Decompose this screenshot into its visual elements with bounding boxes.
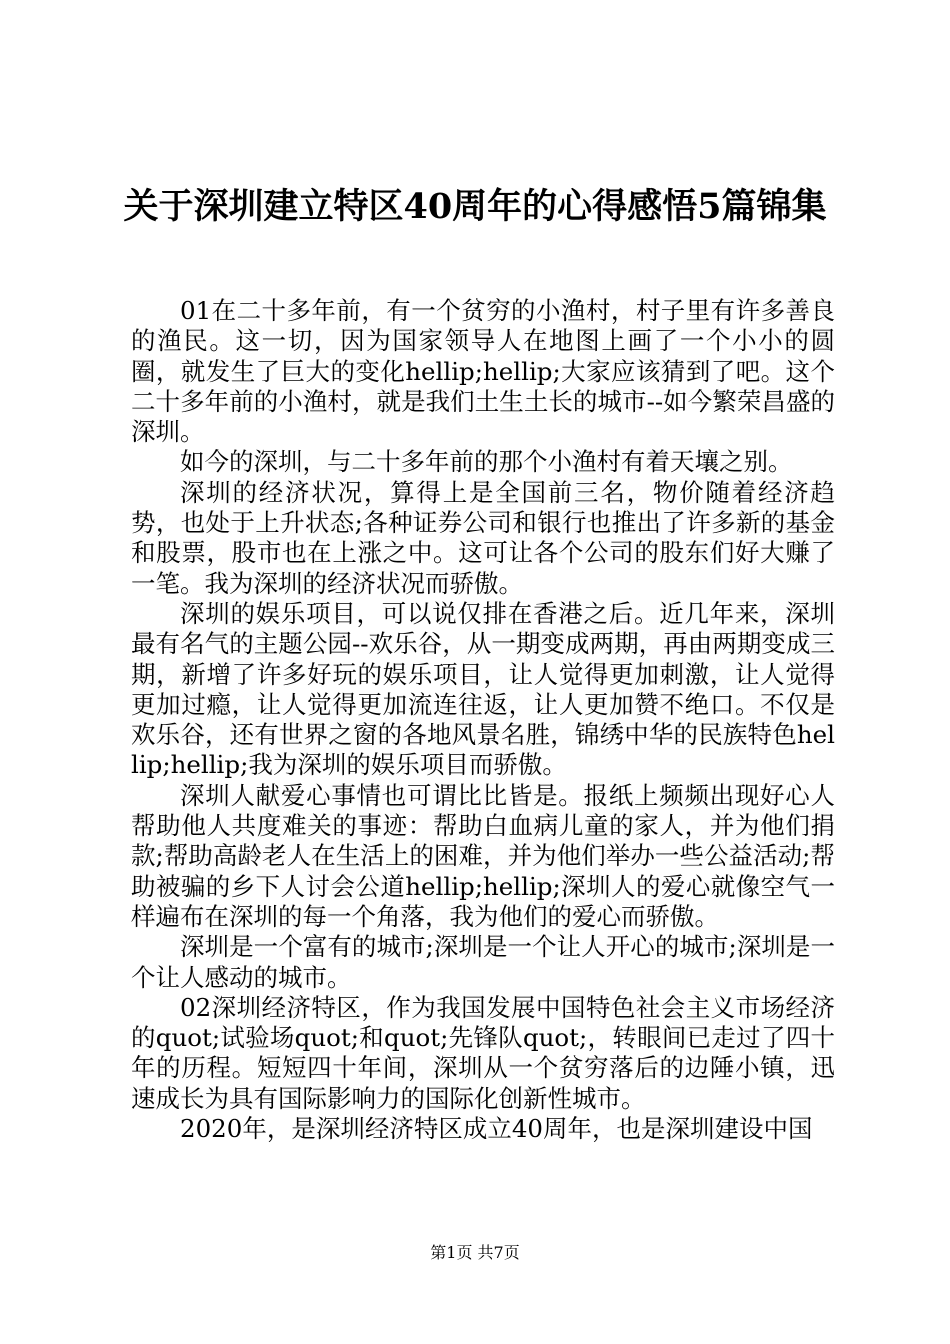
- document-body: [131, 296, 835, 1144]
- paragraph: 如今的深圳，与二十多年前的那个小渔村有着天壤之别。: [180, 447, 793, 477]
- paragraph: 2020年，是深圳经济特区成立40周年，也是深圳建设中国: [180, 1114, 813, 1144]
- paragraph: 深圳是一个富有的城市;深圳是一个让人开心的城市;深圳是一个让人感动的城市。: [131, 932, 835, 992]
- paragraph: 02深圳经济特区，作为我国发展中国特色社会主义市场经济的quot;试验场quot;和quot;先锋队quot;，转眼间已走过了四十年的历程。短短四十年间，深圳从一个贫穷落后的边陲小镇，迅速成长为具有国际影响力的国际化创新性城市。: [131, 992, 835, 1113]
- paragraph: 深圳的经济状况，算得上是全国前三名，物价随着经济趋势，也处于上升状态;各种证券公司和银行也推出了许多新的基金和股票，股市也在上涨之中。这可让各个公司的股东们好大赚了一笔。我为深圳的经济状况而骄傲。: [131, 477, 835, 598]
- document-title: 关于深圳建立特区40周年的心得感悟5篇锦集: [123, 186, 827, 227]
- paragraph: 01在二十多年前，有一个贫穷的小渔村，村子里有许多善良的渔民。这一切，因为国家领导人在地图上画了一个小小的圆圈，就发生了巨大的变化hellip;hellip;大家应该猜到了吧。这个二十多年前的小渔村，就是我们土生土长的城市--如今繁荣昌盛的深圳。: [131, 296, 835, 447]
- paragraph: 深圳人献爱心事情也可谓比比皆是。报纸上频频出现好心人帮助他人共度难关的事迹：帮助白血病儿童的家人，并为他们捐款;帮助高龄老人在生活上的困难，并为他们举办一些公益活动;帮助被骗的乡下人讨会公道hellip;hellip;深圳人的爱心就像空气一样遍布在深圳的每一个角落，我为他们的爱心而骄傲。: [131, 780, 835, 931]
- paragraph: 深圳的娱乐项目，可以说仅排在香港之后。近几年来，深圳最有名气的主题公园--欢乐谷，从一期变成两期，再由两期变成三期，新增了许多好玩的娱乐项目，让人觉得更加刺激，让人觉得更加过瘾，让人觉得更加流连往返，让人更加赞不绝口。不仅是欢乐谷，还有世界之窗的各地风景名胜，锦绣中华的民族特色hellip;hellip;我为深圳的娱乐项目而骄傲。: [131, 598, 835, 780]
- page-number-footer: 第1页 共7页: [430, 1243, 520, 1262]
